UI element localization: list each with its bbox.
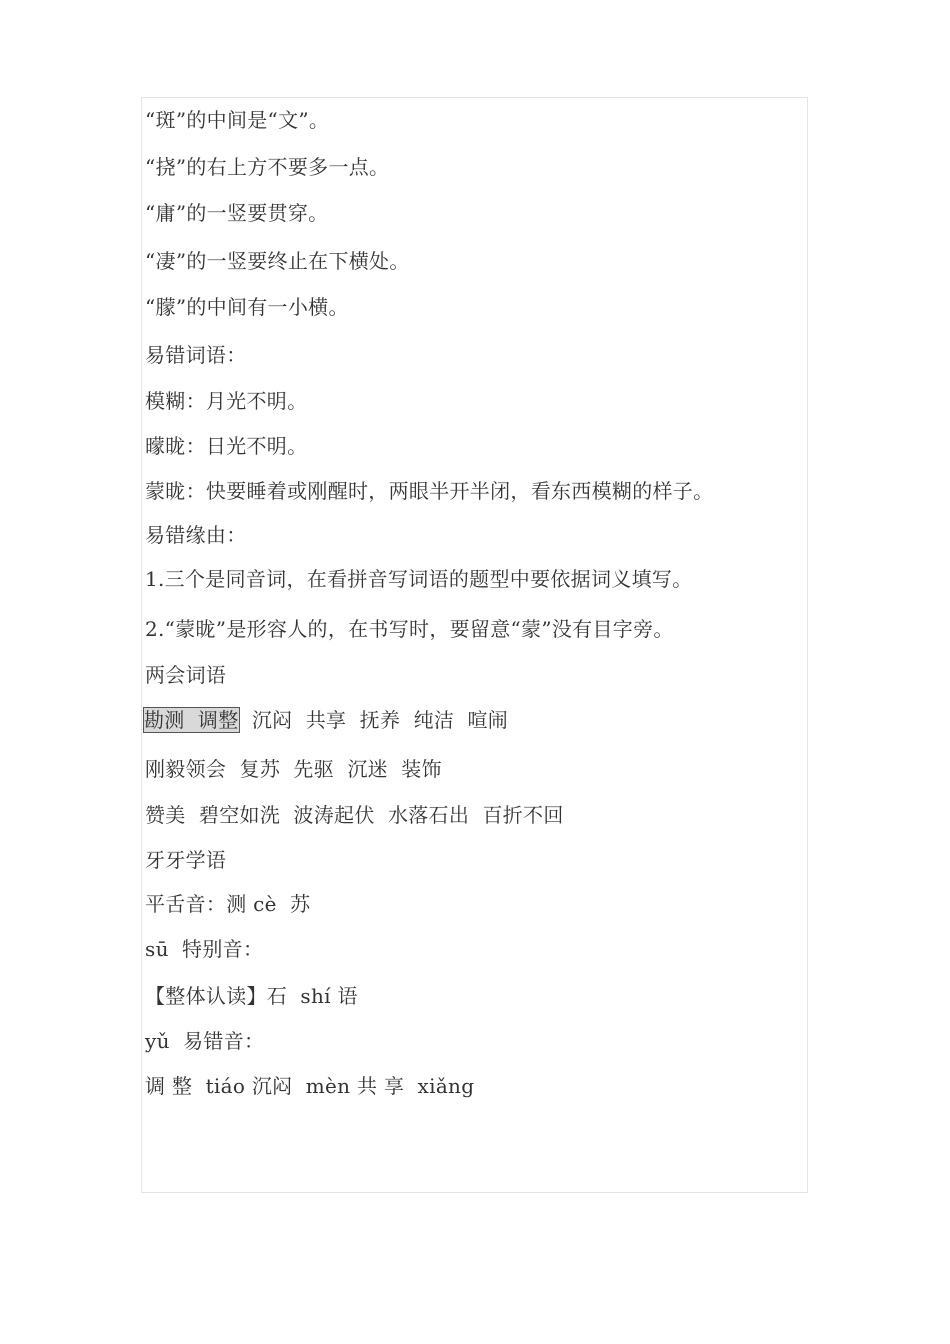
word-row-2: 刚毅领会 复苏 先驱 沉迷 装饰 bbox=[145, 757, 442, 781]
text-line-2: “挠”的右上方不要多一点。 bbox=[145, 155, 390, 179]
text-line-4: “凄”的一竖要终止在下横处。 bbox=[145, 249, 410, 273]
word-row-4: 牙牙学语 bbox=[145, 848, 227, 872]
text-line-menglong-eyes: 蒙昽：快要睡着或刚醒时，两眼半开半闭，看东西模糊的样子。 bbox=[145, 479, 714, 503]
pinyin-line-flat-tongue: 平舌音：测 cè 苏 bbox=[145, 892, 311, 916]
text-line-3: “庸”的一竖要贯穿。 bbox=[145, 201, 329, 225]
highlighted-words: 勘测 调整 bbox=[144, 708, 239, 732]
word-row-1 bbox=[144, 708, 508, 732]
word-row-3: 赞美 碧空如洗 波涛起伏 水落石出 百折不回 bbox=[145, 803, 564, 827]
heading-error-words: 易错词语： bbox=[145, 343, 247, 367]
word-row-1-rest: 沉闷 共享 抚养 纯洁 喧闹 bbox=[238, 708, 509, 732]
reason-item-2: 2.“蒙昽”是形容人的，在书写时，要留意“蒙”没有目字旁。 bbox=[145, 617, 674, 641]
reason-item-1: 1.三个是同音词，在看拼音写词语的题型中要依据词义填写。 bbox=[145, 567, 693, 591]
pinyin-line-whole-reading: 【整体认读】石 shí 语 bbox=[145, 984, 358, 1008]
pinyin-line-words: 调 整 tiáo 沉闷 mèn 共 享 xiǎng bbox=[145, 1074, 475, 1098]
text-line-mohu: 模糊：月光不明。 bbox=[145, 389, 308, 413]
pinyin-line-error-sound: yǔ 易错音： bbox=[145, 1029, 265, 1053]
text-line-1: “斑”的中间是“文”。 bbox=[145, 108, 330, 132]
heading-error-reason: 易错缘由： bbox=[145, 523, 247, 547]
text-line-5: “朦”的中间有一小横。 bbox=[145, 295, 349, 319]
text-line-menglong-sun: 曚昽：日光不明。 bbox=[145, 434, 308, 458]
heading-two-kinds-words: 两会词语 bbox=[145, 663, 227, 687]
pinyin-line-special: sū 特别音： bbox=[145, 937, 264, 961]
